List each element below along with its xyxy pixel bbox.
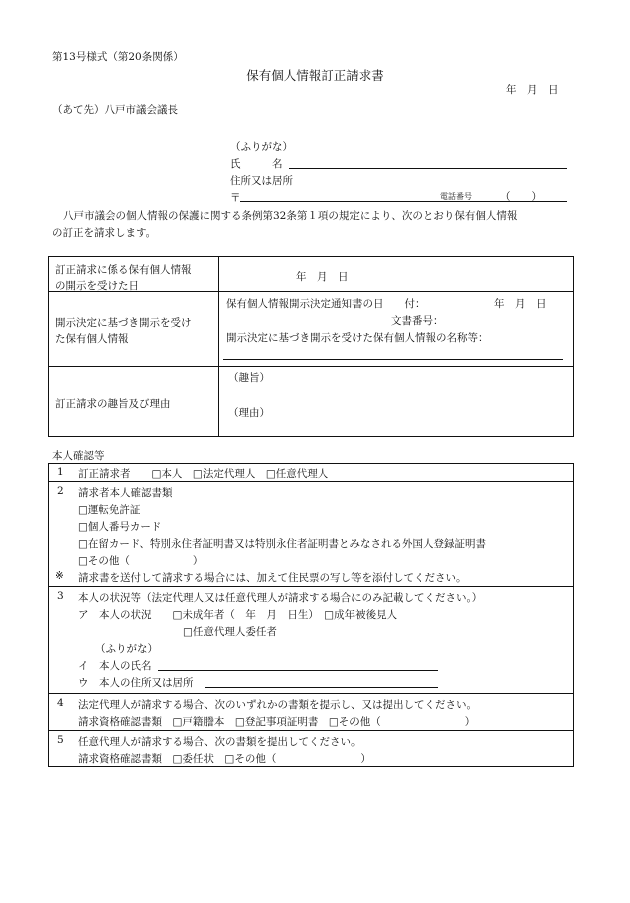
section-4-title: 法定代理人が請求する場合、次のいずれかの書類を提示し、又は提出してください。 [78,699,477,711]
section-2-title: 請求者本人確認書類 [78,487,173,499]
principal-name-label: イ 本人の氏名 [78,660,152,672]
intro-line-2: の訂正を請求します。 [52,227,157,239]
doc-number-label: 文書番号： [391,315,444,327]
checkbox-drivers-license[interactable]: □運転免許証 [78,504,141,516]
voluntary-rep-documents[interactable]: 請求資格確認書類 □委任状 □その他（ ） [78,753,371,765]
section-5-title: 任意代理人が請求する場合、次の書類を提出してください。 [78,736,362,748]
page-title: 保有個人情報訂正請求書 [246,68,384,83]
section-1-requester-type[interactable]: 訂正請求者 □本人 □法定代理人 □任意代理人 [78,468,329,480]
notice-date-field[interactable]: 年 月 日 [494,298,547,310]
applicant-address-label: 住所又は居所 [230,175,293,187]
reason-label: （理由） [228,407,270,419]
phone-label: 電話番号 [440,192,472,201]
checkbox-my-number-card[interactable]: □個人番号カード [78,521,162,533]
section-5-number: 5 [57,734,64,746]
postal-mark: 〒 [230,192,241,204]
section-3-number: 3 [57,590,64,602]
notice-date-label: 保有個人情報開示決定通知書の日 付： [226,298,426,310]
principal-name-field[interactable] [158,670,438,671]
section-4-number: 4 [57,697,64,709]
identity-heading: 本人確認等 [52,450,105,462]
section-2-number: 2 [57,485,64,497]
date-line: 年 月 日 [506,84,559,96]
principal-furigana-label: （ふりがな） [95,643,158,655]
applicant-furigana-label: （ふりがな） [230,141,293,153]
checkbox-residence-card[interactable]: □在留カード、特別永住者証明書又は特別永住者証明書とみなされる外国人登録証明書 [78,538,486,550]
checkbox-other-document[interactable]: □その他（ ） [78,555,204,567]
purpose-label: （趣旨） [228,372,270,384]
note-mark: ※ [55,570,64,582]
addressee: （あて先）八戸市議会議長 [52,104,178,116]
legal-rep-documents[interactable]: 請求資格確認書類 □戸籍謄本 □登記事項証明書 □その他（ ） [78,716,476,728]
section-3-title: 本人の状況等（法定代理人又は任意代理人が請求する場合にのみ記載してください。） [78,592,483,604]
section-1-number: 1 [57,466,64,478]
principal-address-label: ウ 本人の住所又は居所 [78,677,194,689]
intro-line-1: 八戸市議会の個人情報の保護に関する条例第32条第１項の規定により、次のとおり保有個人情報 [63,210,518,222]
row2-label-2: た保有個人情報 [55,333,129,345]
applicant-name-label: 氏 名 [230,158,283,170]
info-name-label: 開示決定に基づき開示を受けた保有個人情報の名称等： [226,332,489,344]
row3-label: 訂正請求の趣旨及び理由 [55,398,171,410]
principal-status[interactable]: ア 本人の状況 □未成年者（ 年 月 日生） □成年被後見人 [78,609,398,621]
row1-label-2: の開示を受けた日 [55,280,139,292]
disclosure-date-field[interactable]: 年 月 日 [296,271,349,283]
section-2-note: 請求書を送付して請求する場合には、加えて住民票の写し等を添付してください。 [78,572,467,584]
principal-address-field[interactable] [205,687,438,688]
row1-label-1: 訂正請求に係る保有個人情報 [55,264,192,276]
phone-parens: （ ） [500,191,542,203]
checkbox-voluntary-principal[interactable]: □任意代理人委任者 [183,626,277,638]
applicant-name-field[interactable] [289,168,567,169]
row2-label-1: 開示決定に基づき開示を受け [55,317,192,329]
info-name-field[interactable] [223,359,563,360]
form-number: 第13号様式（第20条関係） [52,51,184,63]
